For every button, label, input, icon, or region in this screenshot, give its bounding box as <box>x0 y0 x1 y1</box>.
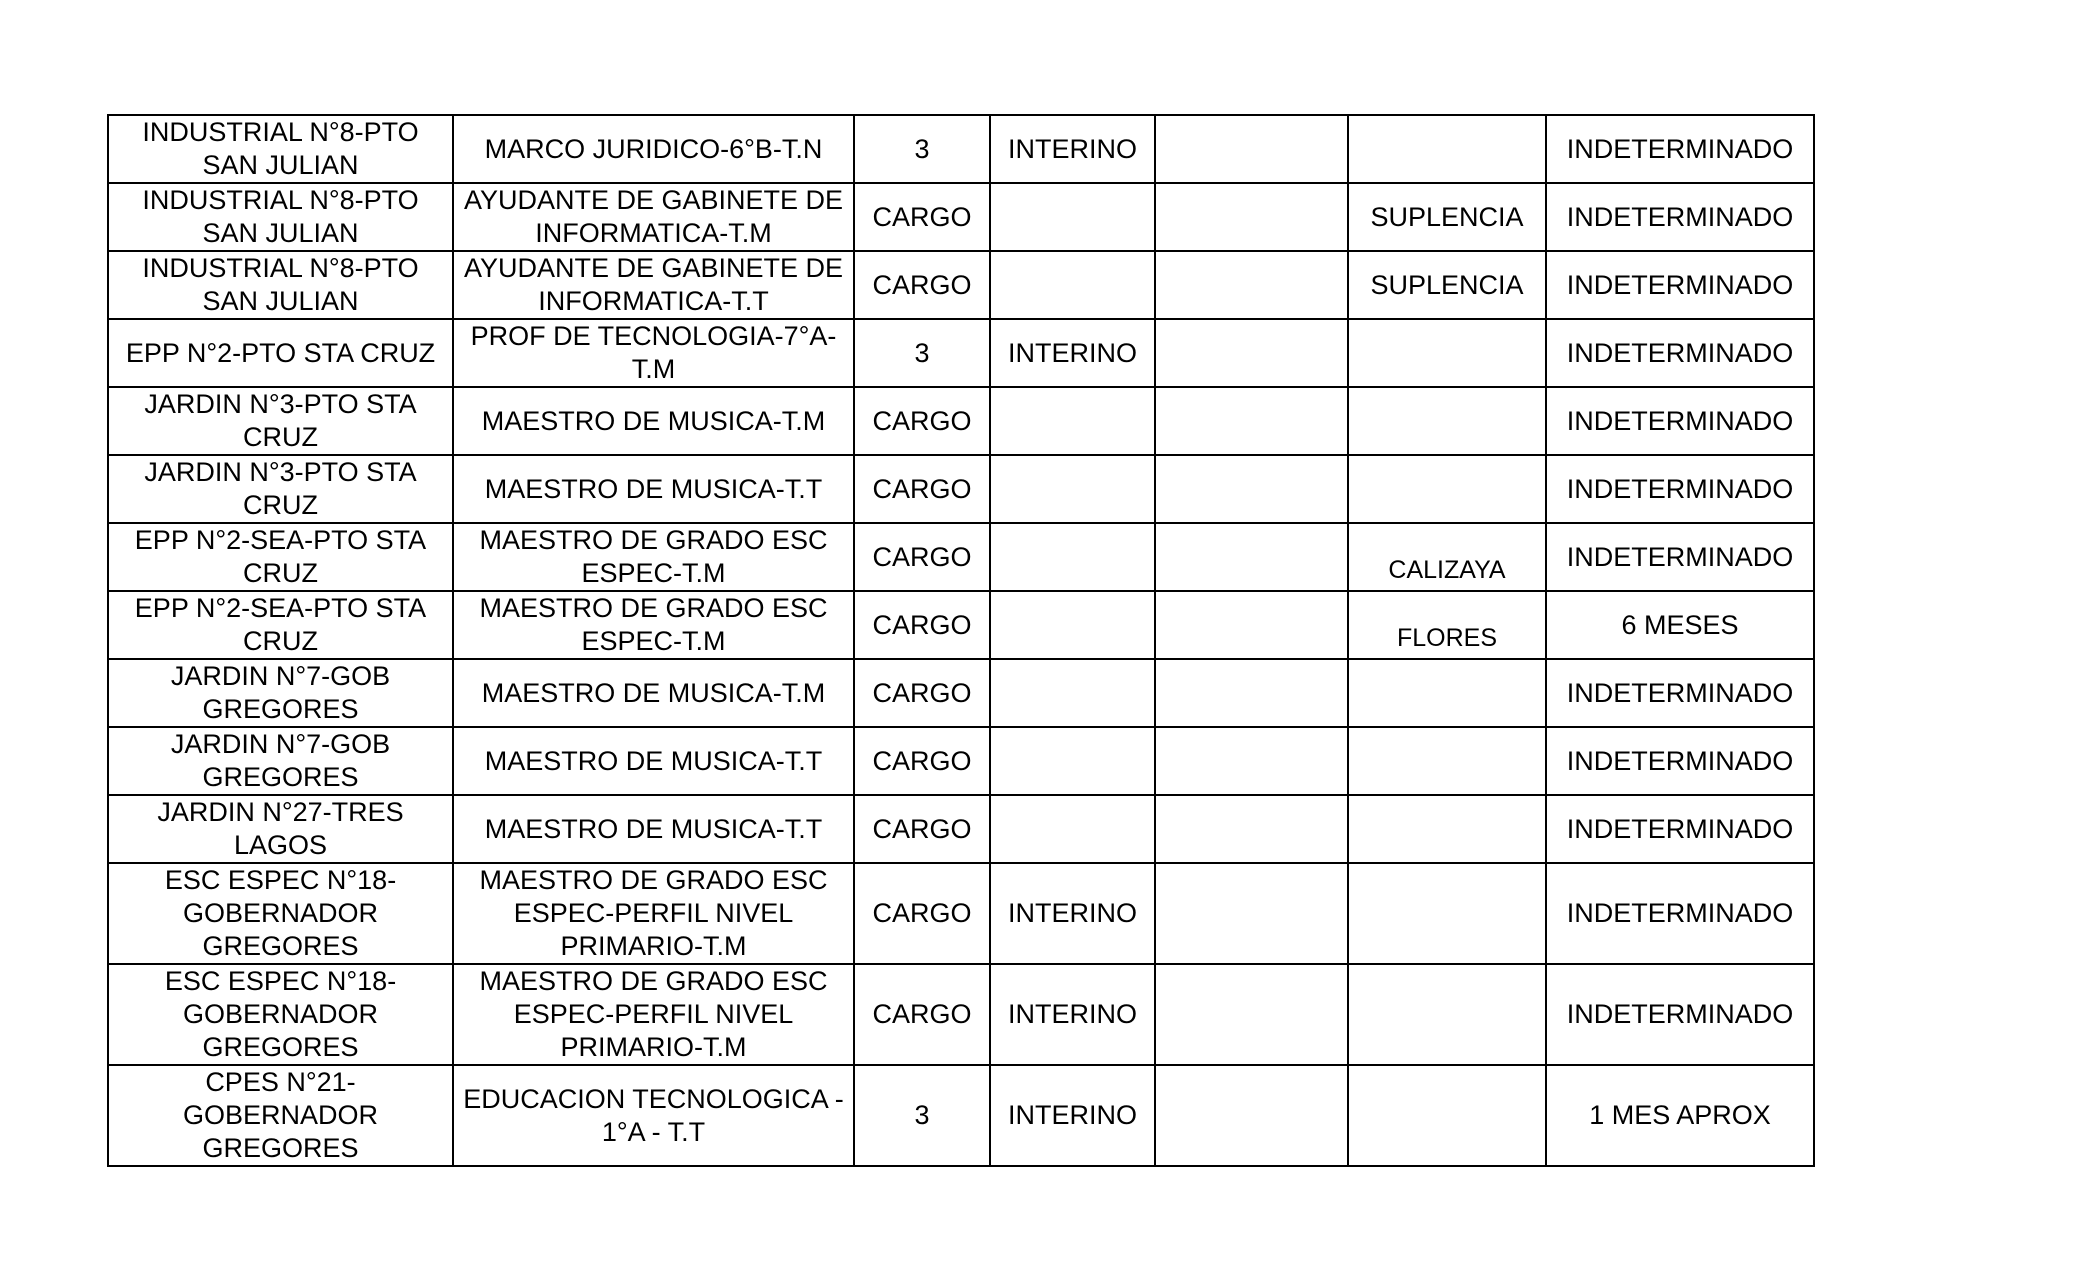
school-cell: INDUSTRIAL N°8-PTO SAN JULIAN <box>108 115 453 183</box>
school-cell: JARDIN N°3-PTO STA CRUZ <box>108 455 453 523</box>
position-cell: MARCO JURIDICO-6°B-T.N <box>453 115 854 183</box>
status-cell <box>990 727 1155 795</box>
duration-cell: INDETERMINADO <box>1546 319 1814 387</box>
empty-cell <box>1155 591 1348 659</box>
table-row <box>108 659 1814 727</box>
school-cell: ESC ESPEC N°18-GOBERNADOR GREGORES <box>108 863 453 964</box>
school-cell: JARDIN N°27-TRES LAGOS <box>108 795 453 863</box>
position-cell: MAESTRO DE GRADO ESC ESPEC-PERFIL NIVEL PRIMARIO-T.M <box>453 964 854 1065</box>
school-cell: JARDIN N°7-GOB GREGORES <box>108 727 453 795</box>
empty-cell <box>1155 659 1348 727</box>
table-row <box>108 727 1814 795</box>
duration-cell: INDETERMINADO <box>1546 964 1814 1065</box>
status-cell <box>990 183 1155 251</box>
hours-cell: CARGO <box>854 795 990 863</box>
type-cell <box>1348 455 1546 523</box>
table-row <box>108 591 1814 659</box>
type-cell <box>1348 115 1546 183</box>
duration-cell: INDETERMINADO <box>1546 115 1814 183</box>
duration-cell: INDETERMINADO <box>1546 863 1814 964</box>
type-cell <box>1348 727 1546 795</box>
duration-cell: INDETERMINADO <box>1546 455 1814 523</box>
empty-cell <box>1155 319 1348 387</box>
duration-cell: INDETERMINADO <box>1546 387 1814 455</box>
position-cell: MAESTRO DE MUSICA-T.M <box>453 387 854 455</box>
position-cell: MAESTRO DE GRADO ESC ESPEC-T.M <box>453 591 854 659</box>
school-cell: INDUSTRIAL N°8-PTO SAN JULIAN <box>108 183 453 251</box>
table-row <box>108 251 1814 319</box>
empty-cell <box>1155 115 1348 183</box>
empty-cell <box>1155 964 1348 1065</box>
hours-cell: CARGO <box>854 964 990 1065</box>
hours-cell: CARGO <box>854 591 990 659</box>
position-cell: AYUDANTE DE GABINETE DE INFORMATICA-T.T <box>453 251 854 319</box>
type-cell <box>1348 659 1546 727</box>
hours-cell: 3 <box>854 1065 990 1166</box>
empty-cell <box>1155 727 1348 795</box>
position-cell: PROF DE TECNOLOGIA-7°A-T.M <box>453 319 854 387</box>
duration-cell: INDETERMINADO <box>1546 183 1814 251</box>
position-cell: MAESTRO DE GRADO ESC ESPEC-T.M <box>453 523 854 591</box>
duration-cell: INDETERMINADO <box>1546 523 1814 591</box>
type-cell: SUPLENCIA <box>1348 251 1546 319</box>
position-cell: MAESTRO DE GRADO ESC ESPEC-PERFIL NIVEL PRIMARIO-T.M <box>453 863 854 964</box>
hours-cell: CARGO <box>854 251 990 319</box>
duration-cell: INDETERMINADO <box>1546 795 1814 863</box>
duration-cell: 6 MESES <box>1546 591 1814 659</box>
position-cell: EDUCACION TECNOLOGICA - 1°A - T.T <box>453 1065 854 1166</box>
empty-cell <box>1155 523 1348 591</box>
type-cell <box>1348 319 1546 387</box>
status-cell: INTERINO <box>990 863 1155 964</box>
status-cell <box>990 523 1155 591</box>
hours-cell: 3 <box>854 319 990 387</box>
school-cell: EPP N°2-PTO STA CRUZ <box>108 319 453 387</box>
empty-cell <box>1155 863 1348 964</box>
empty-cell <box>1155 387 1348 455</box>
duration-cell: INDETERMINADO <box>1546 251 1814 319</box>
position-cell: MAESTRO DE MUSICA-T.T <box>453 795 854 863</box>
type-cell <box>1348 795 1546 863</box>
hours-cell: CARGO <box>854 863 990 964</box>
status-cell: INTERINO <box>990 1065 1155 1166</box>
duration-cell: INDETERMINADO <box>1546 659 1814 727</box>
type-cell <box>1348 387 1546 455</box>
substitute-name-cell: FLORES <box>1348 591 1546 659</box>
school-cell: INDUSTRIAL N°8-PTO SAN JULIAN <box>108 251 453 319</box>
vacancies-table <box>107 114 1815 1167</box>
school-cell: ESC ESPEC N°18-GOBERNADOR GREGORES <box>108 964 453 1065</box>
school-cell: JARDIN N°7-GOB GREGORES <box>108 659 453 727</box>
school-cell: EPP N°2-SEA-PTO STA CRUZ <box>108 591 453 659</box>
duration-cell: 1 MES APROX <box>1546 1065 1814 1166</box>
status-cell <box>990 591 1155 659</box>
table-row <box>108 319 1814 387</box>
school-cell: JARDIN N°3-PTO STA CRUZ <box>108 387 453 455</box>
table-row <box>108 115 1814 183</box>
status-cell: INTERINO <box>990 964 1155 1065</box>
hours-cell: 3 <box>854 115 990 183</box>
empty-cell <box>1155 1065 1348 1166</box>
hours-cell: CARGO <box>854 387 990 455</box>
table-row <box>108 795 1814 863</box>
status-cell <box>990 387 1155 455</box>
school-cell: EPP N°2-SEA-PTO STA CRUZ <box>108 523 453 591</box>
status-cell: INTERINO <box>990 115 1155 183</box>
status-cell <box>990 455 1155 523</box>
empty-cell <box>1155 795 1348 863</box>
status-cell <box>990 795 1155 863</box>
empty-cell <box>1155 183 1348 251</box>
hours-cell: CARGO <box>854 659 990 727</box>
hours-cell: CARGO <box>854 183 990 251</box>
type-cell <box>1348 1065 1546 1166</box>
empty-cell <box>1155 251 1348 319</box>
duration-cell: INDETERMINADO <box>1546 727 1814 795</box>
hours-cell: CARGO <box>854 727 990 795</box>
type-cell <box>1348 964 1546 1065</box>
position-cell: AYUDANTE DE GABINETE DE INFORMATICA-T.M <box>453 183 854 251</box>
status-cell <box>990 251 1155 319</box>
type-cell: SUPLENCIA <box>1348 183 1546 251</box>
table-row <box>108 1065 1814 1166</box>
table-row <box>108 964 1814 1065</box>
substitute-name-cell: CALIZAYA <box>1348 523 1546 591</box>
type-cell <box>1348 863 1546 964</box>
table-row <box>108 863 1814 964</box>
table-row <box>108 455 1814 523</box>
position-cell: MAESTRO DE MUSICA-T.M <box>453 659 854 727</box>
position-cell: MAESTRO DE MUSICA-T.T <box>453 455 854 523</box>
table-row <box>108 523 1814 591</box>
table-row <box>108 183 1814 251</box>
school-cell: CPES N°21-GOBERNADOR GREGORES <box>108 1065 453 1166</box>
table-row <box>108 387 1814 455</box>
status-cell <box>990 659 1155 727</box>
hours-cell: CARGO <box>854 455 990 523</box>
hours-cell: CARGO <box>854 523 990 591</box>
position-cell: MAESTRO DE MUSICA-T.T <box>453 727 854 795</box>
status-cell: INTERINO <box>990 319 1155 387</box>
empty-cell <box>1155 455 1348 523</box>
